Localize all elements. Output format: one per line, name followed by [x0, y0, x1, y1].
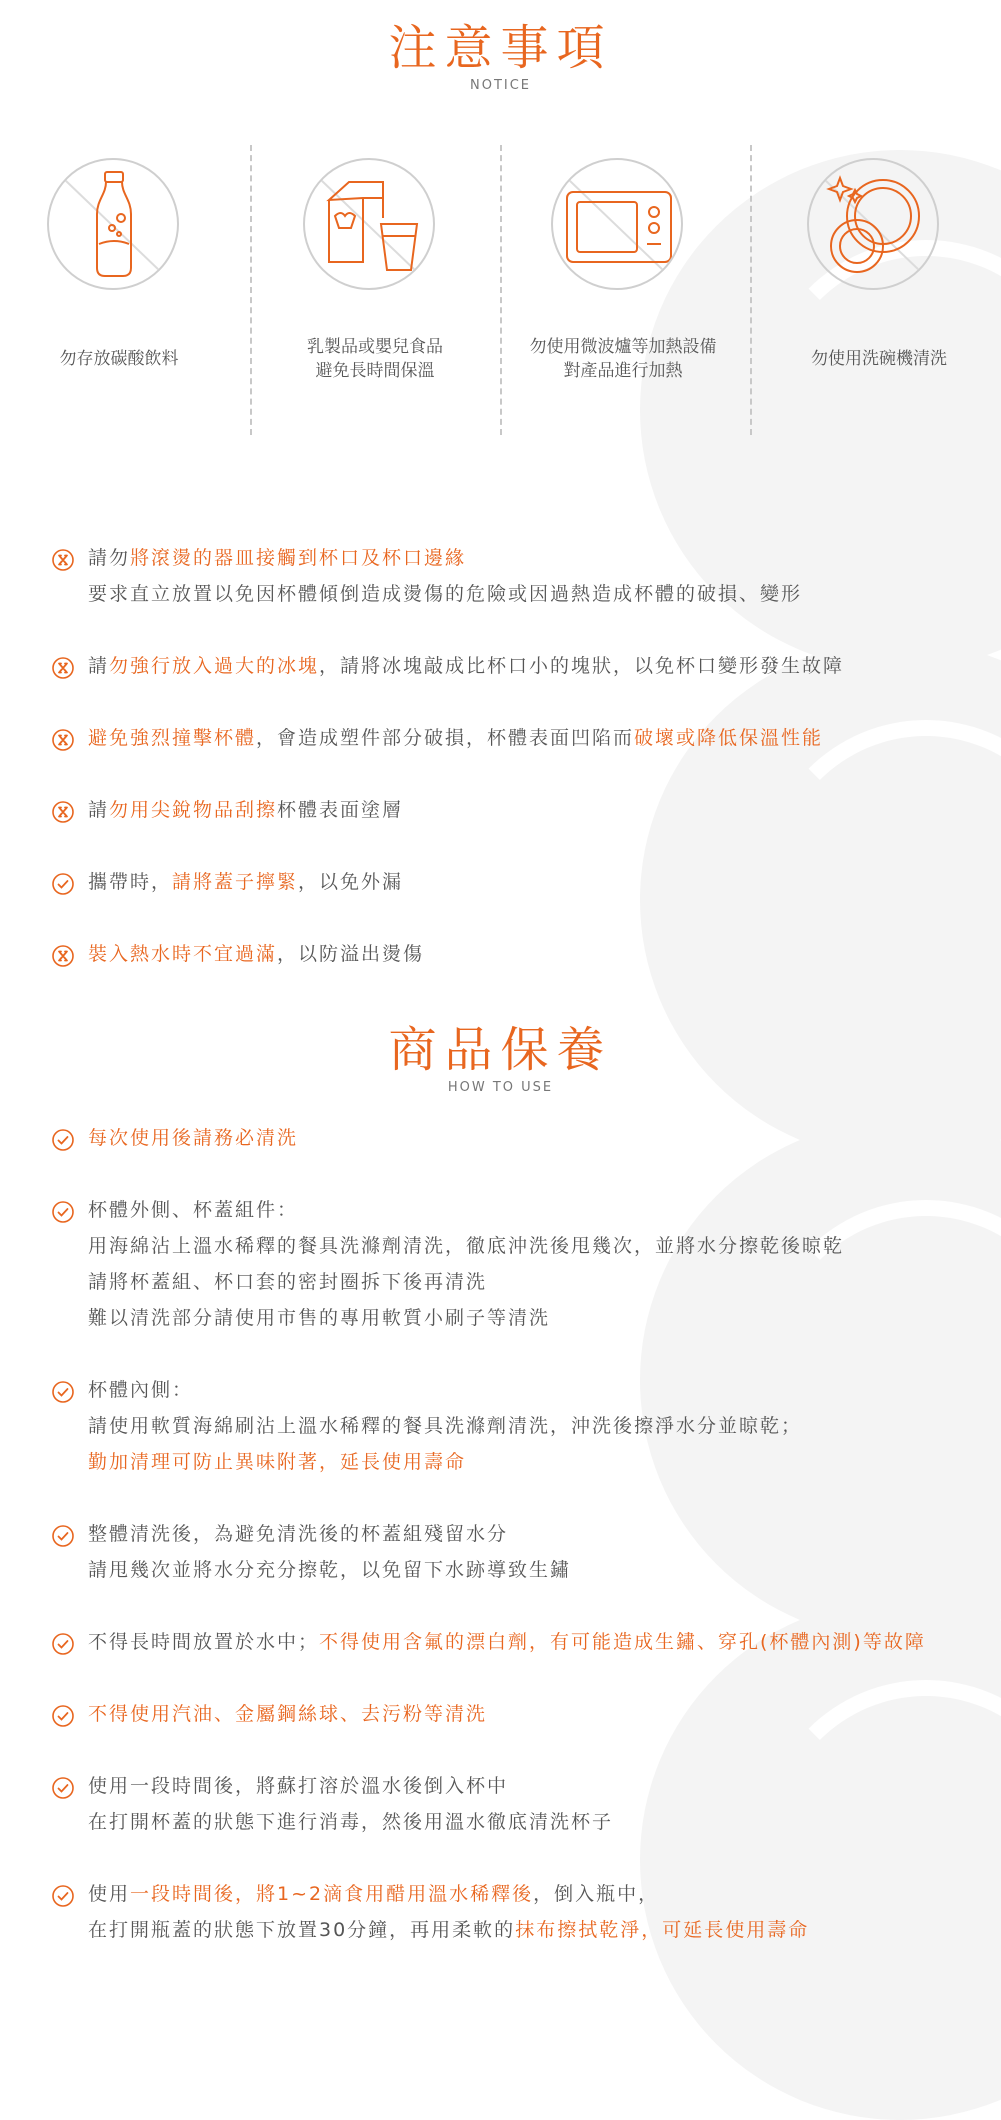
highlight-text: 不得使用含氟的漂白劑，有可能造成生鏽、穿孔(杯體內測)等故障	[319, 1631, 926, 1653]
rule-text: 使用	[88, 1883, 131, 1905]
rule-line	[52, 1624, 992, 1660]
rule-item	[52, 540, 992, 612]
rule-item	[52, 864, 992, 900]
highlight-text: 請將蓋子擰緊	[172, 871, 299, 893]
rule-text: 在打開瓶蓋的狀態下放置30分鐘，再用柔軟的	[88, 1919, 516, 1941]
rule-item	[52, 720, 992, 756]
rule-text: 杯體內側：	[88, 1379, 194, 1401]
rule-line	[52, 1192, 992, 1228]
rule-line	[52, 1552, 992, 1588]
highlight-text: 每次使用後請務必清洗	[88, 1127, 299, 1149]
rule-item	[52, 1120, 992, 1156]
notice-item	[250, 145, 500, 435]
soda-bottle-icon	[47, 158, 179, 290]
highlight-text: 抹布擦拭乾淨，可延長使用壽命	[515, 1919, 810, 1941]
prohibited-icon	[52, 655, 74, 677]
highlight-text: 避免強烈撞擊杯體	[88, 727, 257, 749]
highlight-text: 破壞或降低保溫性能	[634, 727, 824, 749]
highlight-text: 勤加清理可防止異味附著，延長使用壽命	[88, 1451, 467, 1473]
rule-line	[52, 1768, 992, 1804]
notice-icon-row	[0, 145, 1001, 435]
check-circle-icon	[52, 1127, 74, 1149]
dashed-divider	[750, 145, 752, 435]
highlight-text: 勿用尖銳物品刮擦	[109, 799, 278, 821]
rule-line	[52, 540, 992, 576]
rule-line	[52, 936, 992, 972]
rule-item	[52, 1696, 992, 1732]
notice-subtitle: NOTICE	[469, 78, 532, 93]
rule-text: 要求直立放置以免因杯體傾倒造成燙傷的危險或因過熱造成杯體的破損、變形	[88, 583, 803, 605]
highlight-text: 將滾燙的器皿接觸到杯口及杯口邊緣	[130, 547, 467, 569]
rule-text: 請勿	[88, 547, 131, 569]
rule-line	[52, 1444, 992, 1480]
highlight-text: 一段時間後，將1~2滴食用醋用溫水稀釋後	[130, 1883, 534, 1905]
rule-line	[52, 864, 992, 900]
rule-text: 在打開杯蓋的狀態下進行消毒，然後用溫水徹底清洗杯子	[88, 1811, 614, 1833]
rule-text: ，會造成塑件部分破損，杯體表面凹陷而	[256, 727, 635, 749]
rule-text: 不得長時間放置於水中；	[88, 1631, 320, 1653]
notice-item	[0, 145, 244, 435]
rule-line	[52, 1516, 992, 1552]
notice-item	[754, 145, 1001, 435]
rule-text: ，以免外漏	[298, 871, 404, 893]
rule-line	[52, 1408, 992, 1444]
rule-text: ，倒入瓶中，	[533, 1883, 660, 1905]
check-circle-icon	[52, 1199, 74, 1221]
rule-text: 請將杯蓋組、杯口套的密封圈拆下後再清洗	[88, 1271, 488, 1293]
rule-line	[52, 648, 992, 684]
notice-caption: 勿使用微波爐等加熱設備 對產品進行加熱	[529, 337, 717, 381]
milk-carton-icon	[303, 158, 435, 290]
rule-line	[52, 1372, 992, 1408]
rule-text: 使用一段時間後，將蘇打溶於溫水後倒入杯中	[88, 1775, 509, 1797]
rule-text: 請	[88, 655, 110, 677]
rule-text: 攜帶時，	[88, 871, 173, 893]
rule-item	[52, 1192, 992, 1336]
notice-caption: 勿使用洗碗機清洗	[811, 349, 947, 369]
rule-item	[52, 792, 992, 828]
check-circle-icon	[52, 871, 74, 893]
notice-caption: 勿存放碳酸飲料	[59, 349, 179, 369]
highlight-text: 不得使用汽油、金屬鋼絲球、去污粉等清洗	[88, 1703, 488, 1725]
rule-line	[52, 792, 992, 828]
rule-text: 請	[88, 799, 110, 821]
rule-text: 整體清洗後，為避免清洗後的杯蓋組殘留水分	[88, 1523, 509, 1545]
rule-line	[52, 1696, 992, 1732]
check-circle-icon	[52, 1523, 74, 1545]
rule-line	[52, 576, 992, 612]
rule-item	[52, 1876, 992, 1948]
rule-item	[52, 1624, 992, 1660]
care-title: 商品保養	[388, 1022, 613, 1078]
microwave-icon	[551, 158, 683, 290]
check-circle-icon	[52, 1883, 74, 1905]
highlight-text: 裝入熱水時不宜過滿	[88, 943, 278, 965]
rule-text: 請甩幾次並將水分充分擦乾，以免留下水跡導致生鏽	[88, 1559, 572, 1581]
rule-text: 杯體外側、杯蓋組件：	[88, 1199, 299, 1221]
prohibited-icon	[52, 943, 74, 965]
rule-text: 難以清洗部分請使用市售的專用軟質小刷子等清洗	[88, 1307, 551, 1329]
dishes-icon	[807, 158, 939, 290]
rule-text: 杯體表面塗層	[277, 799, 404, 821]
rule-text: ，請將冰塊敲成比杯口小的塊狀，以免杯口變形發生故障	[319, 655, 845, 677]
rule-item	[52, 936, 992, 972]
highlight-text: 勿強行放入過大的冰塊	[109, 655, 320, 677]
prohibited-icon	[52, 799, 74, 821]
rule-item	[52, 648, 992, 684]
rule-line	[52, 1912, 992, 1948]
rule-line	[52, 1876, 992, 1912]
rule-text: 用海綿沾上溫水稀釋的餐具洗滌劑清洗，徹底沖洗後甩幾次，並將水分擦乾後晾乾	[88, 1235, 845, 1257]
notice-item	[498, 145, 748, 435]
prohibited-icon	[52, 727, 74, 749]
rule-text: 請使用軟質海綿刷沾上溫水稀釋的餐具洗滌劑清洗，沖洗後擦淨水分並晾乾；	[88, 1415, 803, 1437]
notice-title: 注意事項	[388, 20, 613, 76]
rule-item	[52, 1372, 992, 1480]
check-circle-icon	[52, 1775, 74, 1797]
rule-line	[52, 1300, 992, 1336]
check-circle-icon	[52, 1703, 74, 1725]
rule-text: ，以防溢出燙傷	[277, 943, 425, 965]
rule-line	[52, 1264, 992, 1300]
check-circle-icon	[52, 1631, 74, 1653]
notice-header	[0, 20, 1001, 94]
rule-item	[52, 1768, 992, 1840]
care-header	[0, 1022, 1001, 1096]
check-circle-icon	[52, 1379, 74, 1401]
rule-line	[52, 720, 992, 756]
care-subtitle: HOW TO USE	[447, 1080, 554, 1095]
notice-caption: 乳製品或嬰兒食品 避免長時間保溫	[307, 337, 443, 381]
rule-line	[52, 1228, 992, 1264]
prohibited-icon	[52, 547, 74, 569]
rule-line	[52, 1804, 992, 1840]
rule-line	[52, 1120, 992, 1156]
rule-item	[52, 1516, 992, 1588]
